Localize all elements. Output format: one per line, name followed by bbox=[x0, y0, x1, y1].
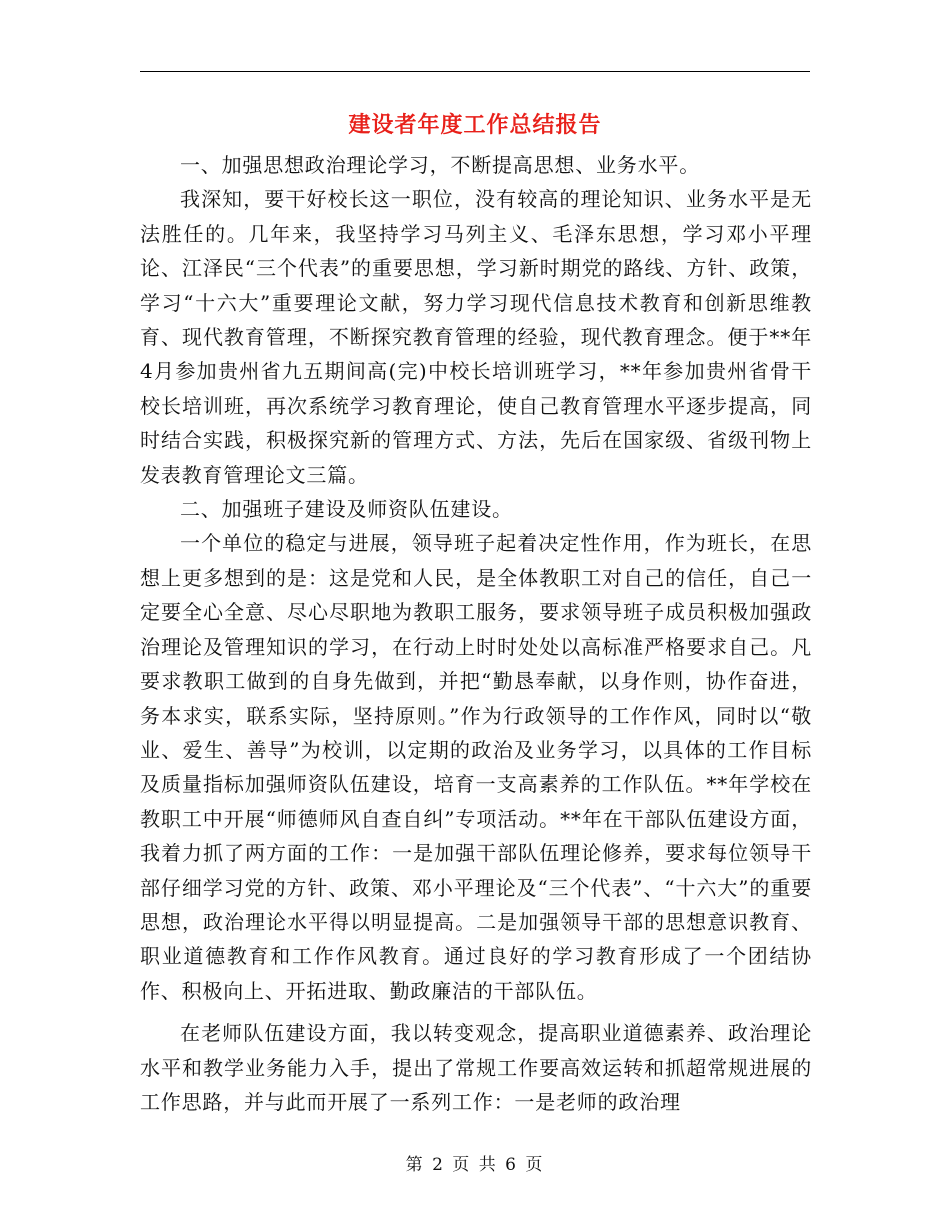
page-number-footer: 第 2 页 共 6 页 bbox=[405, 1155, 545, 1175]
section-heading-2: 二、加强班子建设及师资队伍建设。 bbox=[180, 497, 513, 522]
paragraph-team-building: 一个单位的稳定与进展，领导班子起着决定性作用，作为班长，在思想上更多想到的是：这是党和人民，是全体教职工对自己的信任，自己一定要全心全意、尽心尽职地为教职工服务，要求领导班子成员积极加强政治理论及管理知识的学习，在行动上时时处处以高标准严格要求自己。凡要求教职工做到的自身先做到，并把“勤恳奉献，以身作则，协作奋进，务本求实，联系实际，坚持原则。”作为行政领导的工作作风，同时以“敬业、爱生、善导”为校训，以定期的政治及业务学习，以具体的工作目标及质量指标加强师资队伍建设，培育一支高素养的工作队伍。**年学校在教职工中开展“师德师风自查自纠”专项活动。**年在干部队伍建设方面，我着力抓了两方面的工作：一是加强干部队伍理论修养，要求每位领导干部仔细学习党的方针、政策、邓小平理论及“三个代表”、“十六大”的重要思想，政治理论水平得以明显提高。二是加强领导干部的思想意识教育、职业道德教育和工作作风教育。通过良好的学习教育形成了一个团结协作、积极向上、开拓进取、勤政廉洁的干部队伍。 bbox=[140, 531, 812, 1003]
header-rule bbox=[140, 71, 810, 72]
document-title: 建设者年度工作总结报告 bbox=[348, 112, 602, 138]
paragraph-teacher-team: 在老师队伍建设方面，我以转变观念，提高职业道德素养、政治理论水平和教学业务能力入手，提出了常规工作要高效运转和抓超常规进展的工作思路，并与此而开展了一系列工作：一是老师的政治理 bbox=[140, 1021, 812, 1114]
section-heading-1: 一、加强思想政治理论学习，不断提高思想、业务水平。 bbox=[180, 153, 700, 177]
paragraph-theory-study: 我深知，要干好校长这一职位，没有较高的理论知识、业务水平是无法胜任的。几年来，我坚持学习马列主义、毛泽东思想，学习邓小平理论、江泽民“三个代表”的重要思想，学习新时期党的路线、方针、政策，学习“十六大”重要理论文献，努力学习现代信息技术教育和创新思维教育、现代教育管理，不断探究教育管理的经验，现代教育理念。便于**年4月参加贵州省九五期间高(完)中校长培训班学习，**年参加贵州省骨干校长培训班，再次系统学习教育理论，使自己教育管理水平逐步提高，同时结合实践，积极探究新的管理方式、方法，先后在国家级、省级刊物上发表教育管理论文三篇。 bbox=[140, 187, 812, 487]
document-body bbox=[140, 148, 812, 1119]
